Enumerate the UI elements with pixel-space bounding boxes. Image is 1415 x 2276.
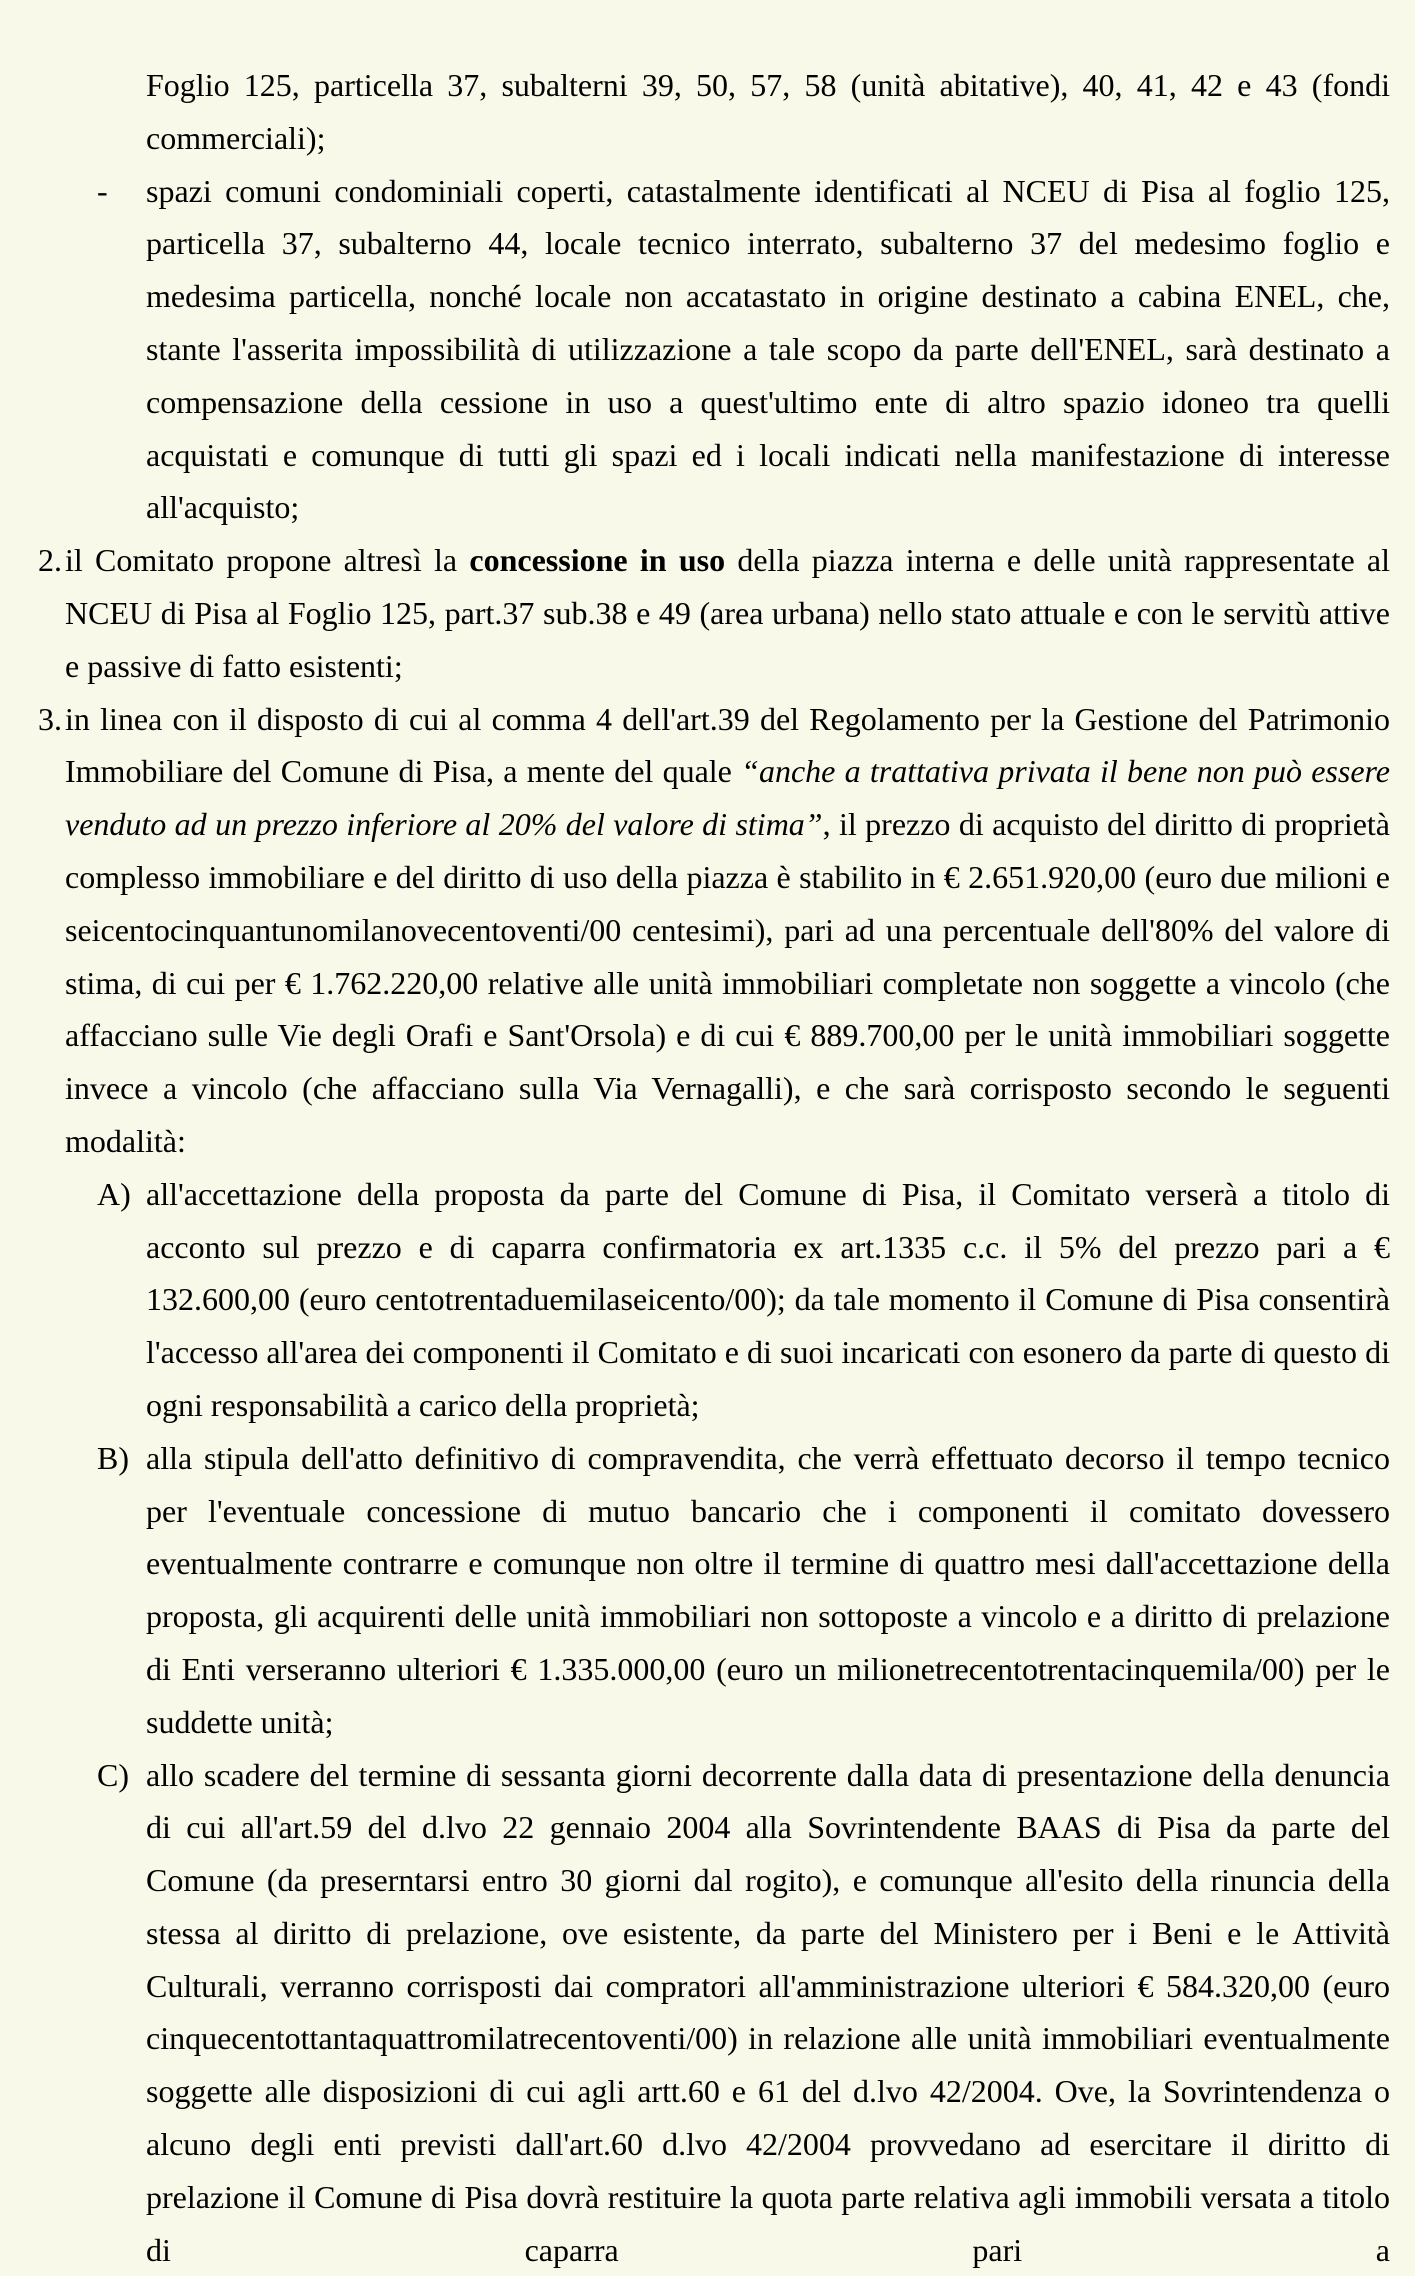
text-run: in linea con il disposto di cui al comma 4 dell'art.39 del Regolamento per la Gestione del Patrimonio Immobiliare del Comune di Pisa, a mente del quale	[65, 701, 1390, 790]
list-marker: B)	[97, 1432, 129, 1485]
document-body	[0, 59, 1390, 2276]
letter-item	[0, 1168, 1390, 1432]
list-marker: -	[97, 165, 108, 218]
text-run: il Comitato propone altresì la	[65, 542, 469, 578]
numbered-item	[0, 693, 1390, 1168]
italic-text-run: “anche a trattativa privata il bene non può essere venduto ad un prezzo inferiore al 20% del valore di stima”	[65, 753, 1390, 842]
text-run: allo scadere del termine di sessanta giorni decorrente dalla data di presentazione della denuncia di cui all'art.59 del d.lvo 22 gennaio 2004 alla Sovrintendente BAAS di Pisa da parte del Comune (da preserntarsi entro 30 giorni dal rogito), e comunque all'esito della rinuncia della stessa al diritto di prelazione, ove esistente, da parte del Ministero per i Beni e le Attività Culturali, verranno corrisposti dai compratori all'amministrazione ulteriori € 584.320,00 (euro cinquecentottantaquattromilatrecentoventi/00) in relazione alle unità immobiliari eventualmente soggette alle disposizioni di cui agli artt.60 e 61 del d.lvo 42/2004. Ove, la Sovrintendenza o alcuno degli enti previsti dall'art.60 d.lvo 42/2004 provvedano ad esercitare il diritto di prelazione il Comune di Pisa dovrà restituire la quota parte relativa agli immobili versata a titolo di caparra pari a	[146, 1757, 1390, 2268]
text-run: spazi comuni condominiali coperti, catastalmente identificati al NCEU di Pisa al foglio 125, particella 37, subalterno 44, locale tecnico interrato, subalterno 37 del medesimo foglio e medesima particella, nonché locale non accatastato in origine destinato a cabina ENEL, che, stante l'asserita impossibilità di utilizzazione a tale scopo da parte dell'ENEL, sarà destinato a compensazione della cessione in uso a quest'ultimo ente di altro spazio idoneo tra quelli acquistati e comunque di tutti gli spazi ed i locali indicati nella manifestazione di interesse all'acquisto;	[146, 173, 1390, 526]
continuation-paragraph	[0, 59, 1390, 165]
text-run: alla stipula dell'atto definitivo di compravendita, che verrà effettuato decorso il tempo tecnico per l'eventuale concessione di mutuo bancario che i componenti il comitato dovessero eventualmente contrarre e comunque non oltre il termine di quattro mesi dall'accettazione della proposta, gli acquirenti delle unità immobiliari non sottoposte a vincolo e a diritto di prelazione di Enti verseranno ulteriori € 1.335.000,00 (euro un milionetrecentotrentacinquemila/00) per le suddette unità;	[146, 1440, 1390, 1740]
text-run: all'accettazione della proposta da parte del Comune di Pisa, il Comitato verserà a titolo di acconto sul prezzo e di caparra confirmatoria ex art.1335 c.c. il 5% del prezzo pari a € 132.600,00 (euro centotrentaduemilaseicento/00); da tale momento il Comune di Pisa consentirà l'accesso all'area dei componenti il Comitato e di suoi incaricati con esonero da parte di questo di ogni responsabilità a carico della proprietà;	[146, 1176, 1390, 1423]
list-marker: 2.	[38, 534, 62, 587]
numbered-item	[0, 534, 1390, 692]
letter-item	[0, 1432, 1390, 1749]
text-run: , il prezzo di acquisto del diritto di proprietà complesso immobiliare e del diritto di uso della piazza è stabilito in € 2.651.920,00 (euro due milioni e seicentocinquantunomilanovecentoventi/00 centesimi), pari ad una percentuale dell'80% del valore di stima, di cui per € 1.762.220,00 relative alle unità immobiliari completate non soggette a vincolo (che affacciano sulle Vie degli Orafi e Sant'Orsola) e di cui € 889.700,00 per le unità immobiliari soggette invece a vincolo (che affacciano sulla Via Vernagalli), e che sarà corrisposto secondo le seguenti modalità:	[65, 806, 1390, 1159]
bold-text-run: concessione in uso	[469, 542, 725, 578]
text-run: Foglio 125, particella 37, subalterni 39, 50, 57, 58 (unità abitative), 40, 41, 42 e 43 (fondi commerciali);	[146, 67, 1390, 156]
list-marker: 3.	[38, 693, 62, 746]
dash-item	[0, 165, 1390, 535]
text-run: della piazza interna e delle unità rappresentate al NCEU di Pisa al Foglio 125, part.37 sub.38 e 49 (area urbana) nello stato attuale e con le servitù attive e passive di fatto esistenti;	[65, 542, 1390, 684]
list-marker: C)	[97, 1749, 129, 1802]
letter-item	[0, 1749, 1390, 2276]
list-marker: A)	[97, 1168, 131, 1221]
